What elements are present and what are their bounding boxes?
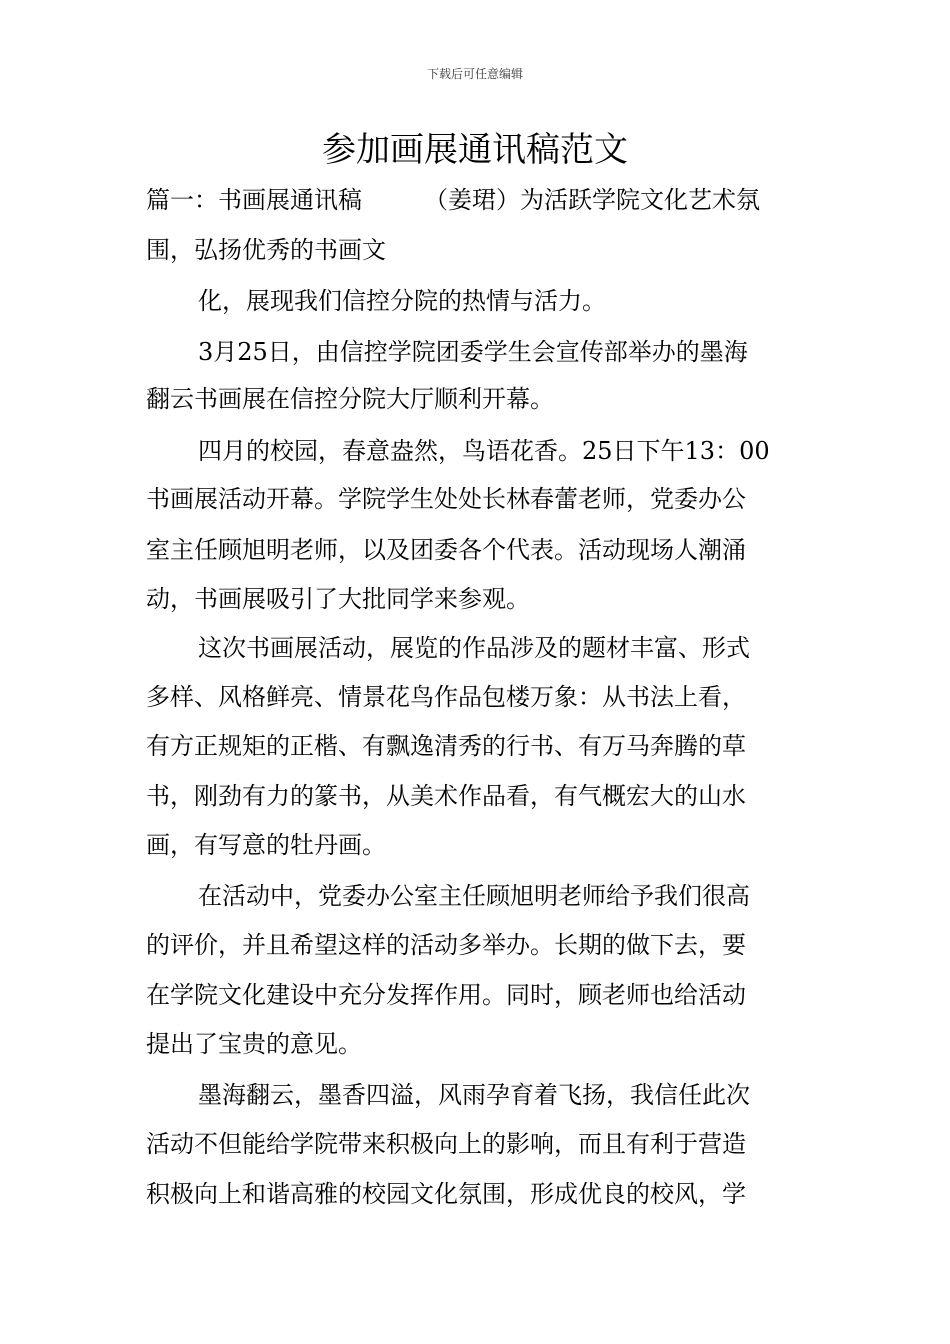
paragraph-line: 活动不但能给学院带来积极向上的影响，而且有利于营造 xyxy=(146,1130,746,1158)
paragraph-line: 书，刚劲有力的篆书，从美术作品看，有气概宏大的山水 xyxy=(146,782,746,810)
paragraph-line: 这次书画展活动，展览的作品涉及的题材丰富、形式 xyxy=(198,634,750,662)
paragraph-line: 有方正规矩的正楷、有飘逸清秀的行书、有万马奔腾的草 xyxy=(146,732,746,760)
header-note: 下载后可任意编辑 xyxy=(426,67,523,81)
paragraph-line: 化，展现我们信控分院的热情与活力。 xyxy=(198,287,606,315)
paragraph-line: 动，书画展吸引了大批同学来参观。 xyxy=(146,585,530,613)
paragraph-line: 书画展活动开幕。学院学生处处长林春蕾老师，党委办公 xyxy=(146,485,746,513)
paragraph-line: 四月的校园，春意盎然，鸟语花香。25日下午13：00 xyxy=(198,437,770,465)
paragraph-line: 多样、风格鲜亮、情景花鸟作品包楼万象：从书法上看， xyxy=(146,683,746,711)
paragraph-line: 翻云书画展在信控分院大厅顺利开幕。 xyxy=(146,385,554,413)
page-title: 参加画展通讯稿范文 xyxy=(322,130,628,170)
paragraph-line: 积极向上和谐高雅的校园文化氛围，形成优良的校风，学 xyxy=(146,1180,746,1208)
paragraph-line: 围，弘扬优秀的书画文 xyxy=(146,236,386,264)
section-heading: 篇一：书画展通讯稿 xyxy=(146,186,362,214)
paragraph-line: 墨海翻云，墨香四溢，风雨孕育着飞扬，我信任此次 xyxy=(198,1081,750,1109)
paragraph-line: 在学院文化建设中充分发挥作用。同时，顾老师也给活动 xyxy=(146,981,746,1009)
paragraph-line: 室主任顾旭明老师，以及团委各个代表。活动现场人潮涌 xyxy=(146,536,746,564)
paragraph-text: （姜珺）为活跃学院文化艺术氛 xyxy=(424,186,760,214)
paragraph-line: 在活动中，党委办公室主任顾旭明老师给予我们很高 xyxy=(198,882,750,910)
paragraph-line: 3月25日，由信控学院团委学生会宣传部举办的墨海 xyxy=(198,338,748,366)
paragraph-line: 画，有写意的牡丹画。 xyxy=(146,831,386,859)
paragraph-line: 的评价，并且希望这样的活动多举办。长期的做下去，要 xyxy=(146,931,746,959)
paragraph-line: 提出了宝贵的意见。 xyxy=(146,1030,362,1058)
paragraph-line xyxy=(146,183,760,217)
